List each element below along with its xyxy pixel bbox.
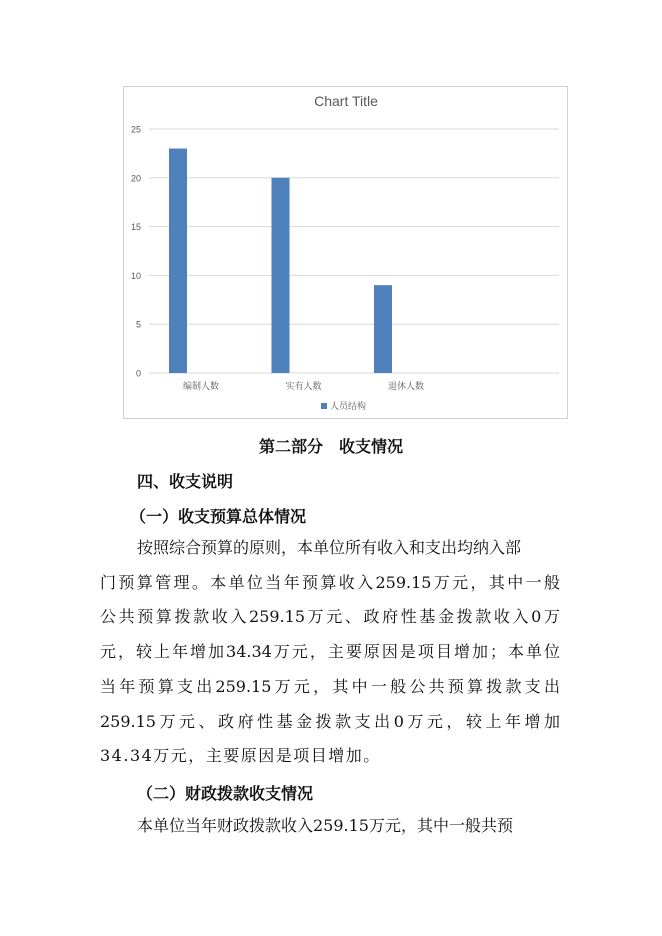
legend-label: 人员结构 <box>330 402 367 412</box>
y-tick-label: 25 <box>130 124 141 135</box>
y-tick-label: 5 <box>135 319 141 330</box>
paragraph-line: 当年预算支出259.15万元，其中一般公共预算拨款支出 <box>100 677 560 696</box>
bar-chart <box>123 86 568 419</box>
paragraph-line: 34.34万元，主要原因是项目增加。 <box>100 746 381 765</box>
paragraph-line: 门预算管理。本单位当年预算收入259.15万元，其中一般 <box>100 573 560 592</box>
bar-实有人数 <box>272 178 290 373</box>
legend-swatch <box>321 403 327 409</box>
chart-title: Chart Title <box>314 93 378 109</box>
part-title: 第二部分 收支情况 <box>258 437 403 456</box>
subsection-heading-1: （一）收支预算总体情况 <box>130 507 307 526</box>
x-tick-label: 实有人数 <box>285 382 322 392</box>
y-tick-label: 15 <box>130 222 141 233</box>
y-tick-label: 20 <box>130 173 141 184</box>
y-tick-label: 0 <box>135 368 141 379</box>
y-tick-label: 10 <box>130 270 141 281</box>
paragraph-line: 元，较上年增加34.34万元，主要原因是项目增加；本单位 <box>100 642 560 661</box>
x-tick-label: 退休人数 <box>387 382 425 392</box>
paragraph-line: 按照综合预算的原则，本单位所有收入和支出均纳入部 <box>137 538 522 557</box>
x-tick-label: 编制人数 <box>182 382 220 392</box>
paragraph-line: 公共预算拨款收入259.15万元、政府性基金拨款收入0万 <box>100 607 560 626</box>
paragraph-line: 259.15万元、政府性基金拨款支出0万元，较上年增加 <box>100 712 560 731</box>
paragraph-line: 本单位当年财政拨款收入259.15万元，其中一般共预 <box>137 816 513 835</box>
bar-退休人数 <box>374 285 392 373</box>
bar-编制人数 <box>169 149 187 373</box>
subsection-heading-2: （二）财政拨款收支情况 <box>137 784 314 803</box>
section-heading: 四、收支说明 <box>137 472 234 491</box>
chart-svg <box>124 87 569 420</box>
